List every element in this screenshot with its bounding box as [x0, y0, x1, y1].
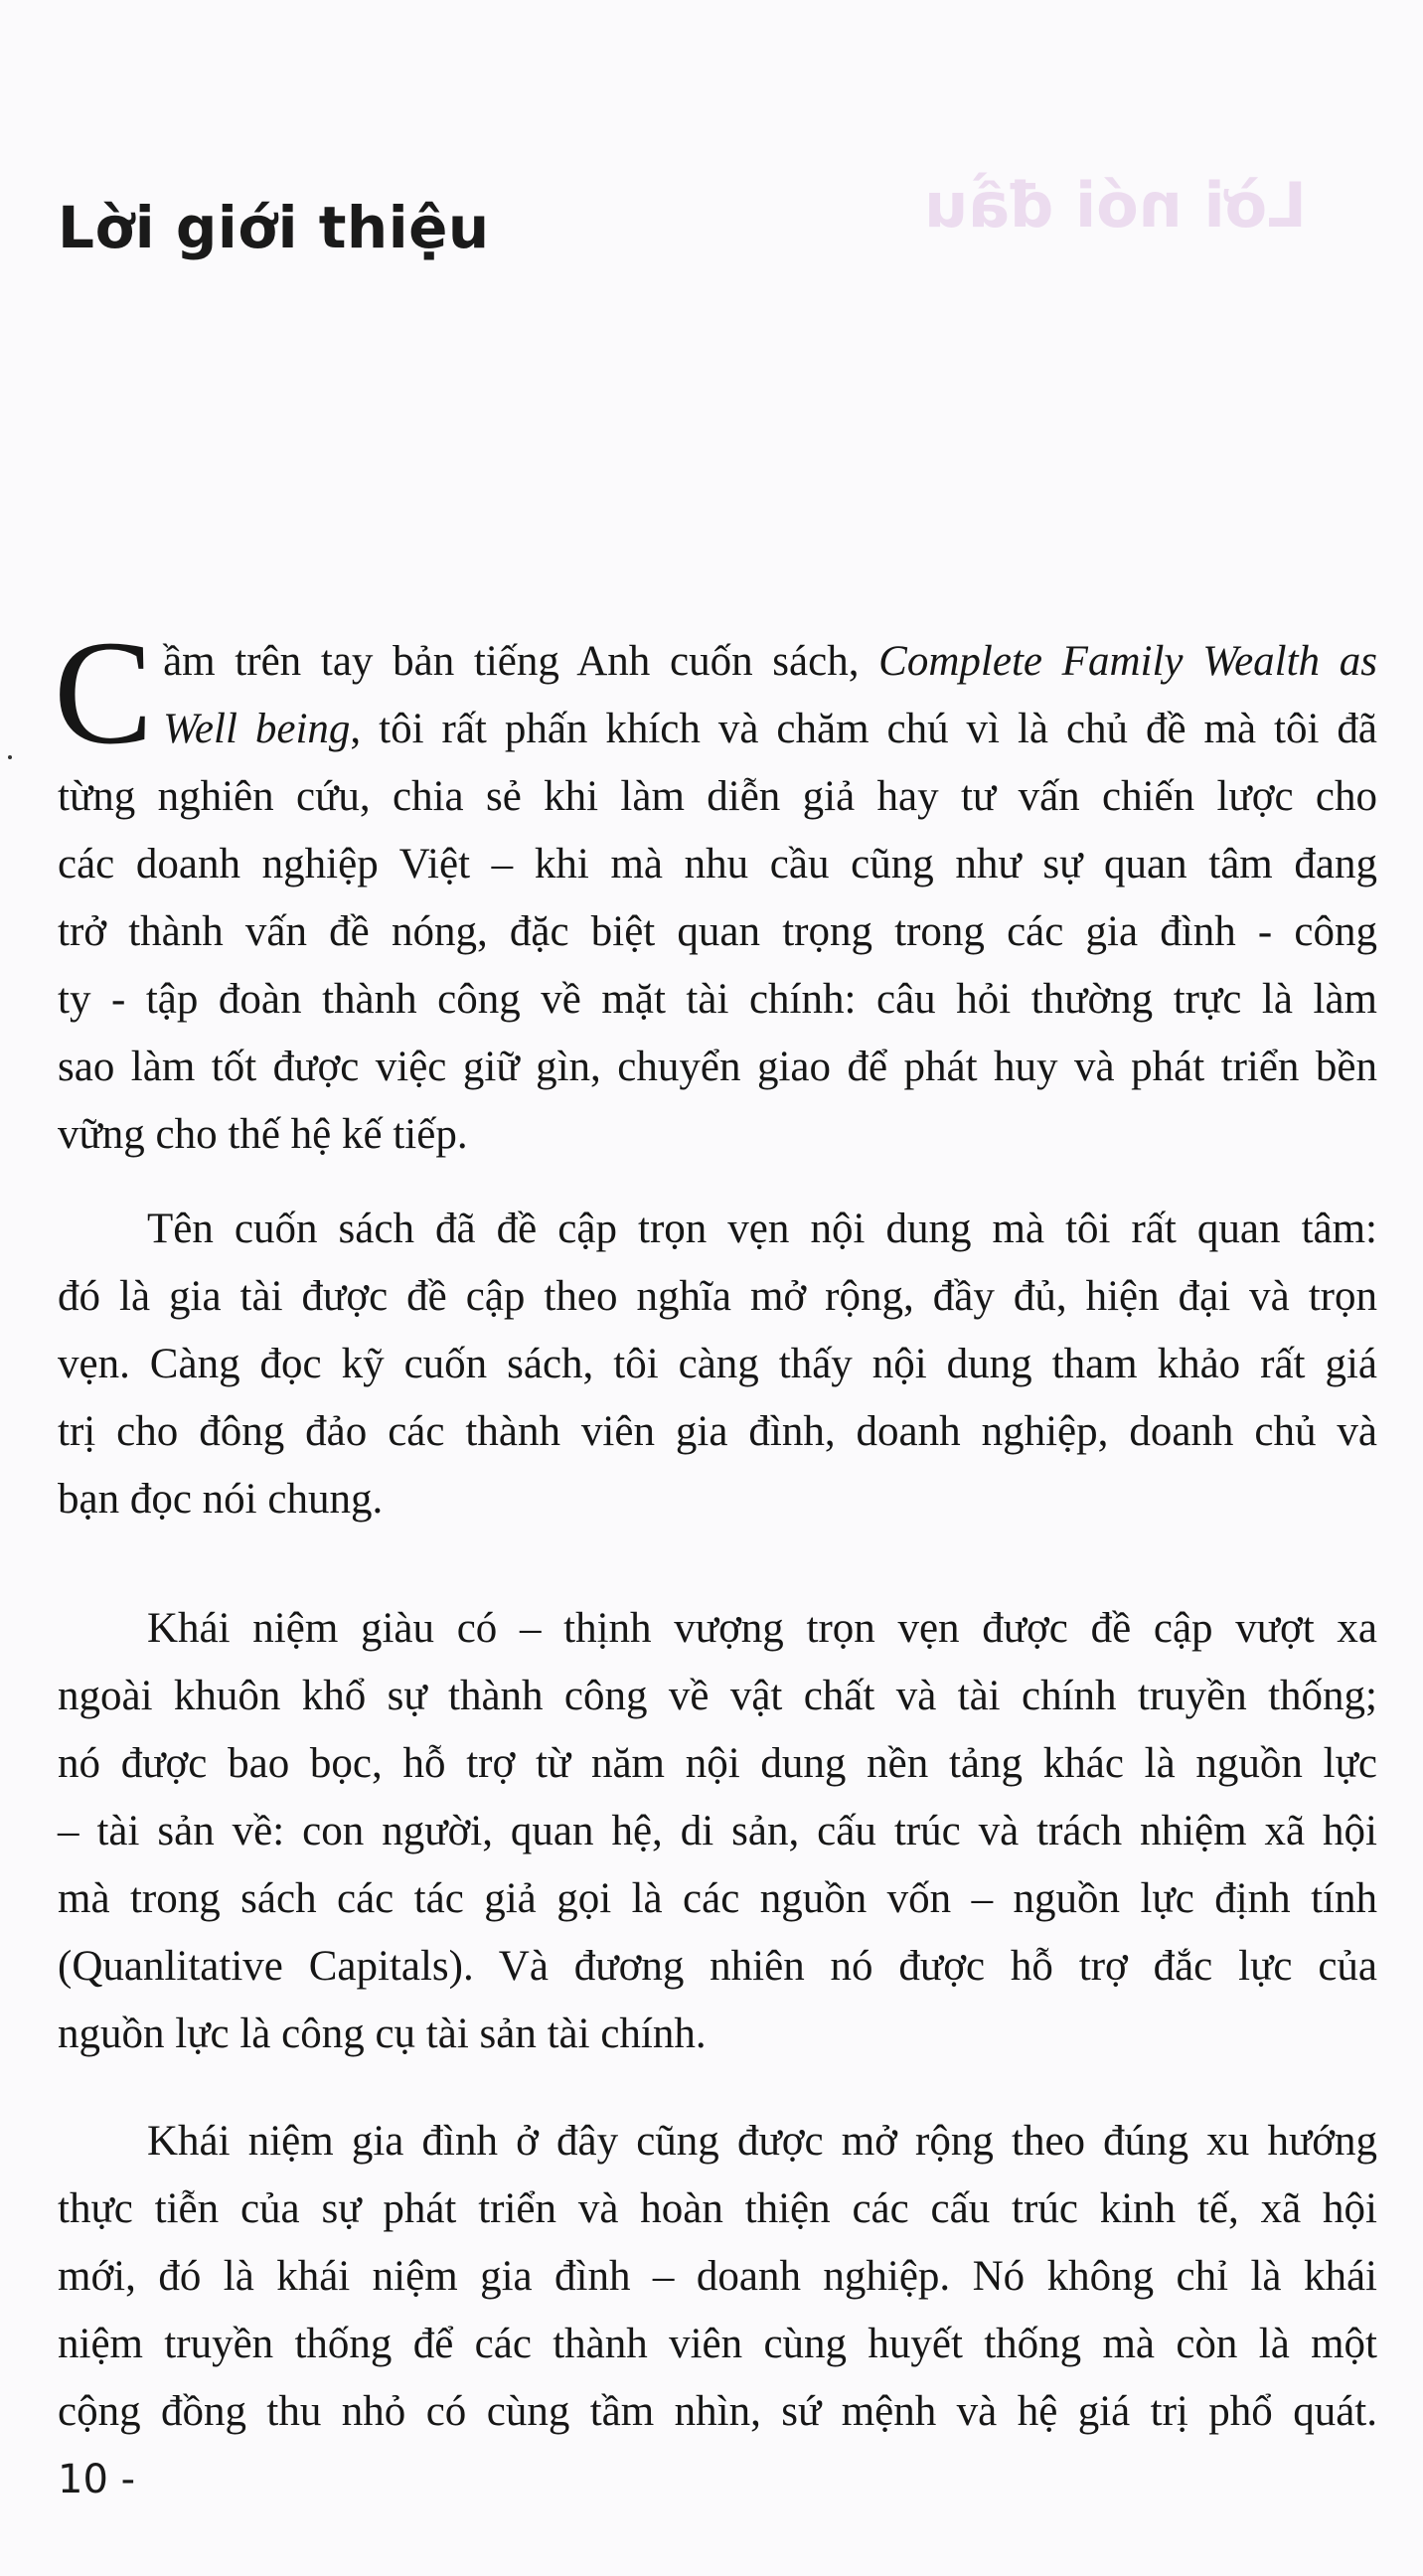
text-line: vẹn. Càng đọc kỹ cuốn sách, tôi càng thấy nội dung tham khảo rất giá	[58, 1341, 1377, 1387]
text-line: các doanh nghiệp Việt – khi mà nhu cầu cũng như sự quan tâm đang	[58, 841, 1377, 887]
paragraph-3	[58, 1595, 1377, 2068]
text-line: Khái niệm giàu có – thịnh vượng trọn vẹn được đề cập vượt xa	[147, 1605, 1377, 1652]
text-line: mới, đó là khái niệm gia đình – doanh nghiệp. Nó không chỉ là khái	[58, 2253, 1377, 2300]
text-line: trị cho đông đảo các thành viên gia đình, doanh nghiệp, doanh chủ và	[58, 1408, 1377, 1455]
text-line: vững cho thế hệ kế tiếp.	[58, 1111, 468, 1158]
paragraph-1	[54, 610, 1378, 1169]
text-line: nguồn lực là công cụ tài sản tài chính.	[58, 2011, 707, 2057]
text-segment: ầm trên tay bản tiếng Anh cuốn sách,	[163, 638, 879, 685]
page-number: 10 -	[58, 2457, 136, 2502]
text-line	[58, 696, 1377, 763]
text-line: bạn đọc nói chung.	[58, 1476, 384, 1523]
text-line: – tài sản về: con người, quan hệ, di sản, cấu trúc và trách nhiệm xã hội	[58, 1808, 1377, 1854]
text-line: niệm truyền thống để các thành viên cùng huyết thống mà còn là một	[58, 2321, 1377, 2367]
text-line: Khái niệm gia đình ở đây cũng được mở rộng theo đúng xu hướng	[147, 2118, 1377, 2165]
text-segment: , tôi rất phấn khích và chăm chú vì là chủ đề mà tôi đã	[350, 706, 1378, 752]
bleed-through-title: Lời nói đầu	[924, 169, 1307, 242]
drop-cap: C	[54, 610, 154, 775]
text-line: sao làm tốt được việc giữ gìn, chuyển giao để phát huy và phát triển bền	[58, 1044, 1377, 1090]
text-line: nó được bao bọc, hỗ trợ từ năm nội dung nền tảng khác là nguồn lực	[58, 1740, 1377, 1787]
text-line: trở thành vấn đề nóng, đặc biệt quan trọng trong các gia đình - công	[58, 908, 1377, 955]
book-title-italic: Well being	[163, 706, 351, 752]
paragraph-2	[58, 1196, 1377, 1533]
text-line: ty - tập đoàn thành công về mặt tài chính: câu hỏi thường trực là làm	[58, 976, 1377, 1023]
text-line: thực tiễn của sự phát triển và hoàn thiện các cấu trúc kinh tế, xã hội	[58, 2185, 1377, 2232]
text-line: cộng đồng thu nhỏ có cùng tầm nhìn, sứ mệnh và hệ giá trị phổ quát.	[58, 2388, 1377, 2435]
paragraph-4	[58, 2108, 1377, 2446]
text-line: mà trong sách các tác giả gọi là các nguồn vốn – nguồn lực định tính	[58, 1875, 1377, 1922]
scan-speck	[8, 755, 12, 759]
book-title-italic: Complete Family Wealth as	[878, 638, 1377, 685]
body-text	[54, 610, 1378, 2473]
text-line: Tên cuốn sách đã đề cập trọn vẹn nội dung mà tôi rất quan tâm:	[147, 1206, 1377, 1252]
text-line: từng nghiên cứu, chia sẻ khi làm diễn giả hay tư vấn chiến lược cho	[58, 773, 1377, 820]
page-title: Lời giới thiệu	[58, 194, 490, 261]
text-line: (Quanlitative Capitals). Và đương nhiên nó được hỗ trợ đắc lực của	[58, 1943, 1377, 1990]
text-line: ngoài khuôn khổ sự thành công về vật chất và tài chính truyền thống;	[58, 1673, 1377, 1719]
text-line	[58, 628, 1377, 696]
text-line: đó là gia tài được đề cập theo nghĩa mở rộng, đầy đủ, hiện đại và trọn	[58, 1273, 1377, 1320]
